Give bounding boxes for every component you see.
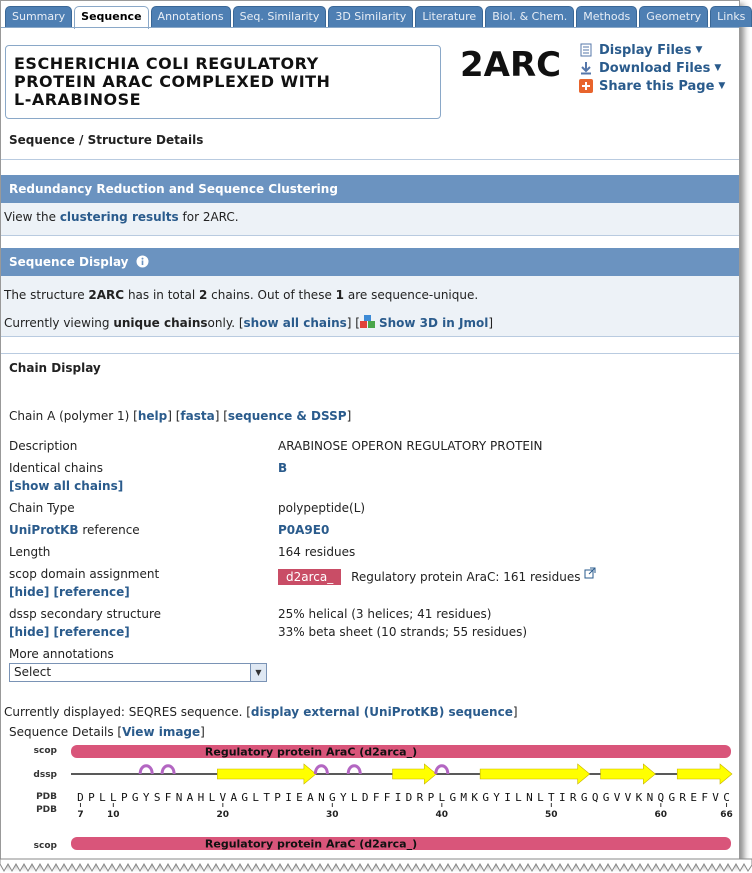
dssp-beta-value: 33% beta sheet (10 strands; 55 residues) [278, 625, 528, 639]
residue-letter: V [712, 791, 719, 804]
summary-pdb-id: 2ARC [88, 288, 125, 302]
summary-text: chains. Out of these [211, 288, 332, 302]
track-label-scop-row2: scop [33, 841, 57, 851]
bracket-text: ] [346, 409, 352, 423]
helix-coil-3 [348, 766, 360, 774]
residue-letter: A [186, 791, 194, 804]
residue-letter: G [602, 791, 610, 804]
jmol-cubes-icon [360, 315, 376, 329]
residue-letter: R [416, 791, 424, 804]
residue-letter: I [285, 791, 292, 804]
residue-letter: E [690, 791, 697, 804]
residue-letter: V [219, 791, 227, 804]
summary-text: are sequence-unique. [347, 288, 479, 302]
scop-domain-bar-label: Regulatory protein AraC (d2arca_) [204, 745, 418, 759]
display-files-button[interactable] [579, 41, 725, 59]
tab-biol-chem[interactable]: Biol. & Chem. [485, 6, 574, 27]
residue-letter: D [405, 791, 413, 804]
structure-title-line1: ESCHERICHIA COLI REGULATORY [14, 54, 319, 73]
residue-letter: L [252, 791, 259, 804]
residue-number: 40 [435, 810, 449, 820]
chain-display-title: Chain Display [9, 361, 101, 375]
tab-3d-similarity[interactable]: 3D Similarity [328, 6, 413, 27]
redundancy-post: for 2ARC. [182, 210, 239, 224]
residue-letter: L [99, 791, 106, 804]
length-label: Length [9, 545, 51, 559]
chevron-down-icon: ▼ [714, 63, 722, 73]
residue-letter: N [318, 791, 325, 804]
helix-coil-4 [436, 766, 448, 774]
residue-letter: I [558, 791, 566, 804]
tab-annotations[interactable]: Annotations [151, 6, 231, 27]
sequence-viewer [1, 741, 739, 861]
residue-letter: T [263, 791, 270, 804]
chain-type-label: Chain Type [9, 501, 75, 515]
tab-divider [1, 27, 739, 28]
tab-summary[interactable]: Summary [5, 6, 72, 27]
residue-letter: H [197, 791, 205, 804]
residue-letter: K [635, 791, 643, 804]
residue-letter: L [110, 791, 117, 804]
residue-letter: Q [657, 791, 665, 804]
residue-letter: R [679, 791, 687, 804]
summary-text: The structure [4, 288, 85, 302]
details-text: Sequence Details [ [9, 725, 123, 739]
residue-letter: V [613, 791, 621, 804]
residue-number: 10 [107, 810, 120, 820]
details-text: ] [200, 725, 205, 739]
annotations-select-value: Select [14, 665, 52, 679]
bracket-text: ] [ [214, 409, 228, 423]
annotations-select[interactable] [9, 663, 267, 682]
currently-displayed-line [4, 705, 518, 719]
redundancy-text [4, 210, 239, 224]
viewing-text: Currently viewing [4, 316, 110, 330]
residue-letter: F [701, 791, 708, 804]
more-annotations-label: More annotations [9, 647, 114, 661]
residue-letter: P [88, 791, 95, 804]
viewing-line [4, 315, 493, 330]
residue-letter: L [515, 791, 522, 804]
section-title: Sequence / Structure Details [9, 133, 204, 147]
residue-letter: A [230, 791, 238, 804]
help-link[interactable]: help [137, 409, 168, 423]
structure-title-line2: PROTEIN ARAC COMPLEXED WITH [14, 72, 331, 91]
share-plus-icon [579, 79, 593, 93]
external-link-icon[interactable] [584, 567, 596, 579]
bracket-text: ] [ [167, 409, 181, 423]
tab-methods[interactable]: Methods [576, 6, 637, 27]
tab-literature[interactable]: Literature [415, 6, 483, 27]
length-value: 164 residues [278, 545, 356, 559]
helix-coil-0 [140, 766, 152, 774]
dssp-label: dssp secondary structure [9, 607, 162, 621]
torn-edge [0, 859, 752, 873]
residue-letter: E [296, 791, 303, 804]
displayed-text: ] [512, 705, 518, 719]
residue-letter: G [329, 791, 336, 804]
chevron-down-icon: ▼ [718, 81, 726, 91]
residue-number: 66 [720, 810, 733, 820]
residue-letter: R [569, 791, 577, 804]
sequence-display-header [1, 248, 739, 276]
scop-value [278, 567, 596, 585]
residue-number: 20 [216, 810, 230, 820]
description-value: ARABINOSE OPERON REGULATORY PROTEIN [278, 439, 543, 453]
pdb-id: 2ARC [460, 45, 562, 85]
identical-chain-b-link[interactable]: B [278, 461, 288, 475]
residue-letter: G [482, 791, 489, 804]
residue-letter: L [350, 791, 358, 804]
fasta-link[interactable]: fasta [180, 409, 215, 423]
scop-domain-bar-row2-label: Regulatory protein AraC (d2arca_) [204, 837, 418, 851]
dssp-helical-value: 25% helical (3 helices; 41 residues) [278, 607, 492, 621]
residue-letter: G [580, 791, 588, 804]
download-files-button[interactable] [579, 59, 725, 77]
residue-letter: I [504, 791, 511, 804]
residue-number: 60 [654, 810, 668, 820]
displayed-text: Currently displayed: SEQRES sequence. [ [4, 705, 251, 719]
reference-text: reference [82, 523, 140, 537]
track-label-scop: scop [33, 746, 57, 756]
residue-letter: D [361, 791, 369, 804]
residue-letter: F [383, 791, 391, 804]
helix-coil-1 [162, 766, 174, 774]
residue-number: 50 [545, 810, 558, 820]
viewing-text: ] [488, 316, 493, 330]
beta-strand-arrow-4 [677, 764, 732, 784]
viewing-unique-chains: unique chains [113, 316, 208, 330]
residue-letter: G [131, 791, 139, 804]
dssp-hide-reference-links[interactable]: [hide] [reference] [9, 625, 130, 639]
show-all-chains-link[interactable]: show all chains [243, 316, 347, 330]
residue-letter: Y [493, 791, 500, 804]
show-3d-jmol-link[interactable]: Show 3D in Jmol [378, 316, 489, 330]
summary-text: has in total [127, 288, 196, 302]
residue-letter: S [153, 791, 161, 804]
download-icon [579, 61, 593, 75]
track-label-pdb: PDB [36, 792, 57, 802]
tab-links[interactable]: Links [710, 6, 752, 27]
residue-letter: L [208, 791, 216, 804]
summary-total-chains: 2 [198, 288, 208, 302]
chevron-down-icon: ▼ [250, 664, 266, 681]
display-external-sequence-link[interactable]: display external (UniProtKB) sequence [250, 705, 513, 719]
residue-letter: G [241, 791, 249, 804]
residue-number: 7 [77, 810, 84, 820]
sequence-dssp-link[interactable]: sequence & DSSP [227, 409, 347, 423]
scop-hide-reference-links[interactable]: [hide] [reference] [9, 585, 130, 599]
info-icon[interactable] [136, 255, 149, 268]
divider [1, 159, 739, 160]
residue-letter: Y [339, 791, 347, 804]
residue-letter: Y [142, 791, 150, 804]
display-files-label: Display Files [599, 42, 692, 58]
show-all-chains-link[interactable]: [show all chains] [9, 479, 124, 493]
chain-a-line [9, 409, 351, 423]
residue-letter: Q [591, 791, 599, 804]
scop-domain-text: Regulatory protein AraC: 161 residues [351, 570, 581, 584]
residue-letter: T [548, 791, 555, 804]
uniprotkb-link[interactable]: UniProtKB [9, 523, 79, 537]
redundancy-panel [1, 203, 739, 236]
share-page-label: Share this Page [599, 78, 715, 94]
scop-label: scop domain assignment [9, 567, 160, 581]
residue-letter: F [164, 791, 172, 804]
structure-title-box [5, 45, 441, 119]
clustering-results-link[interactable]: clustering results [59, 210, 179, 224]
residue-letter: N [646, 791, 654, 804]
residue-letter: L [438, 791, 446, 804]
divider [1, 353, 739, 354]
tab-seq-similarity[interactable]: Seq. Similarity [233, 6, 327, 27]
beta-strand-arrow-3 [601, 764, 656, 784]
track-label-pdb: PDB [36, 805, 57, 815]
chains-summary [4, 288, 478, 302]
download-files-label: Download Files [599, 60, 711, 76]
tab-sequence[interactable]: Sequence [74, 6, 148, 29]
residue-letter: P [120, 791, 128, 804]
scop-domain-badge[interactable]: d2arca_ [278, 569, 341, 585]
share-page-button[interactable] [579, 77, 725, 95]
residue-letter: V [624, 791, 632, 804]
residue-letter: K [471, 791, 478, 804]
beta-strand-arrow-2 [480, 764, 590, 784]
redundancy-pre: View the [4, 210, 56, 224]
residue-letter: C [723, 791, 730, 804]
tab-bar [5, 6, 752, 28]
viewing-text: ] [ [346, 316, 360, 330]
residue-letter: F [372, 791, 380, 804]
structure-title-line3: L-ARABINOSE [14, 90, 142, 109]
residue-number: 30 [326, 810, 339, 820]
residue-letter: M [460, 791, 468, 804]
uniprot-label [9, 523, 140, 537]
view-image-link[interactable]: View image [122, 725, 201, 739]
residue-letter: P [427, 791, 435, 804]
residue-letter: L [537, 791, 544, 804]
beta-strand-arrow-0 [217, 764, 316, 784]
sequence-details-line [9, 725, 205, 739]
track-label-dssp: dssp [33, 770, 57, 780]
actions-menu [579, 41, 725, 95]
sequence-display-title: Sequence Display [9, 255, 129, 269]
residue-letter: A [307, 791, 314, 804]
residue-letter: N [526, 791, 533, 804]
document-icon [579, 43, 593, 57]
residue-letter: I [394, 791, 402, 804]
residue-letter: N [175, 791, 183, 804]
residue-letter: G [449, 791, 457, 804]
tab-geometry[interactable]: Geometry [639, 6, 708, 27]
sequence-display-panel [1, 276, 739, 337]
residue-letter: G [668, 791, 676, 804]
residue-letter: D [77, 791, 84, 804]
summary-unique-chains: 1 [335, 288, 345, 302]
chain-a-label: Chain A (polymer 1) [ [9, 409, 138, 423]
beta-strand-arrow-1 [393, 764, 437, 784]
redundancy-header: Redundancy Reduction and Sequence Clustering [1, 175, 739, 203]
uniprot-accession-link[interactable]: P0A9E0 [278, 523, 330, 537]
identical-chains-label: Identical chains [9, 461, 104, 475]
viewing-text: only. [ [207, 316, 244, 330]
chain-type-value: polypeptide(L) [278, 501, 366, 515]
residue-letter: P [274, 791, 281, 804]
description-label: Description [9, 439, 78, 453]
chevron-down-icon: ▼ [695, 45, 703, 55]
helix-coil-2 [315, 766, 327, 774]
